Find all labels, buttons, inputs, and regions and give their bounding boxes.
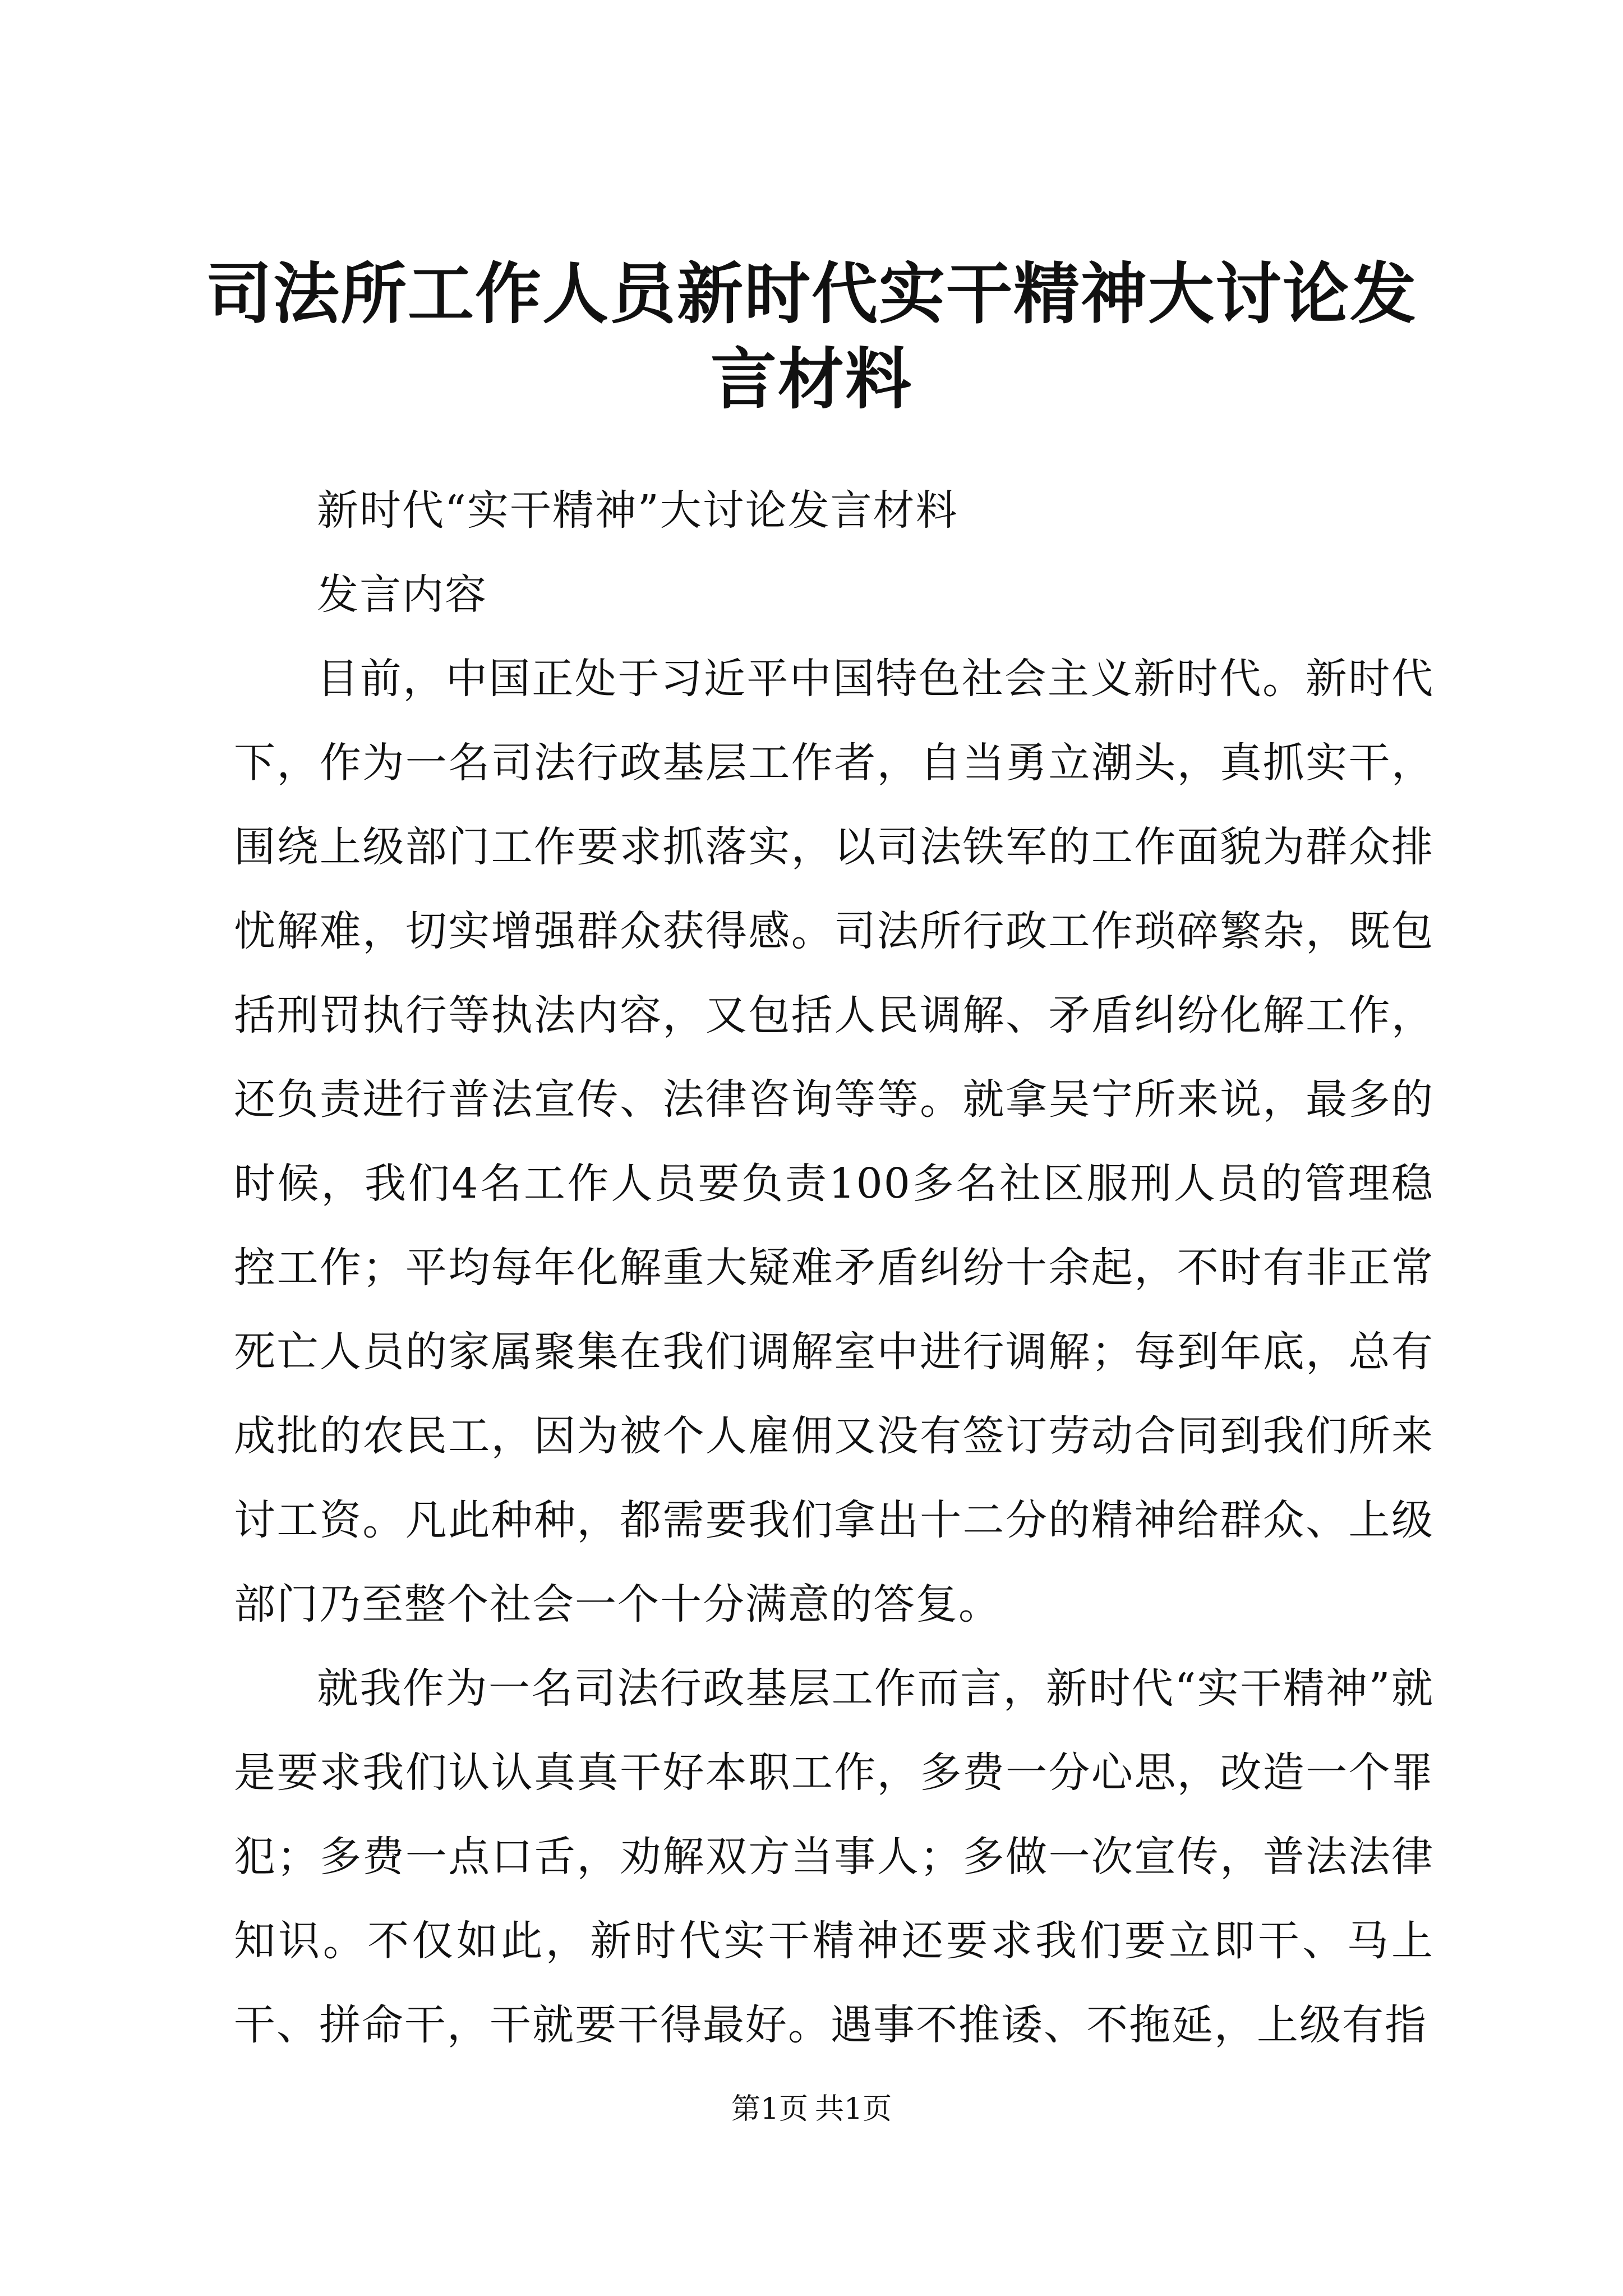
document-title: 司法所工作人员新时代实干精神大讨论发言材料 <box>205 255 1417 418</box>
page-number: 第1页 <box>731 2092 808 2126</box>
body-paragraph: 就我作为一名司法行政基层工作而言，新时代“实干精神”就是要求我们认认真真干好本职工作，多费一分心思，改造一个罪犯；多费一点口舌，劝解双方当事人；多做一次宣传，普法法律知识。不仅如此，新时代实干精神还要求我们要立即干、马上干、拼命干，干就要干得最好。遇事不推诿、不拖延，上级有指 <box>234 1664 1434 2049</box>
page-total: 共1页 <box>815 2092 892 2126</box>
body-paragraph: 目前，中国正处于习近平中国特色社会主义新时代。新时代下，作为一名司法行政基层工作者，自当勇立潮头，真抓实干，围绕上级部门工作要求抓落实，以司法铁军的工作面貌为群众排忧解难，切实增强群众获得感。司法所行政工作琐碎繁杂，既包括刑罚执行等执法内容，又包括人民调解、矛盾纠纷化解工作，还负责进行普法宣传、法律咨询等等。就拿吴宁所来说，最多的时候，我们4名工作人员要负责100多名社区服刑人员的管理稳控工作；平均每年化解重大疑难矛盾纠纷十余起，不时有非正常死亡人员的家属聚集在我们调解室中进行调解；每到年底，总有成批的农民工，因为被个人雇佣又没有签订劳动合同到我们所来讨工资。凡此种种，都需要我们拿出十二分的精神给群众、上级部门乃至整个社会一个十分满意的答复。 <box>234 655 1434 1628</box>
document-body <box>234 468 1434 2067</box>
subtitle-paragraph: 新时代“实干精神”大讨论发言材料 <box>317 486 958 535</box>
section-heading-paragraph: 发言内容 <box>317 570 487 619</box>
page-footer <box>0 2090 1623 2129</box>
